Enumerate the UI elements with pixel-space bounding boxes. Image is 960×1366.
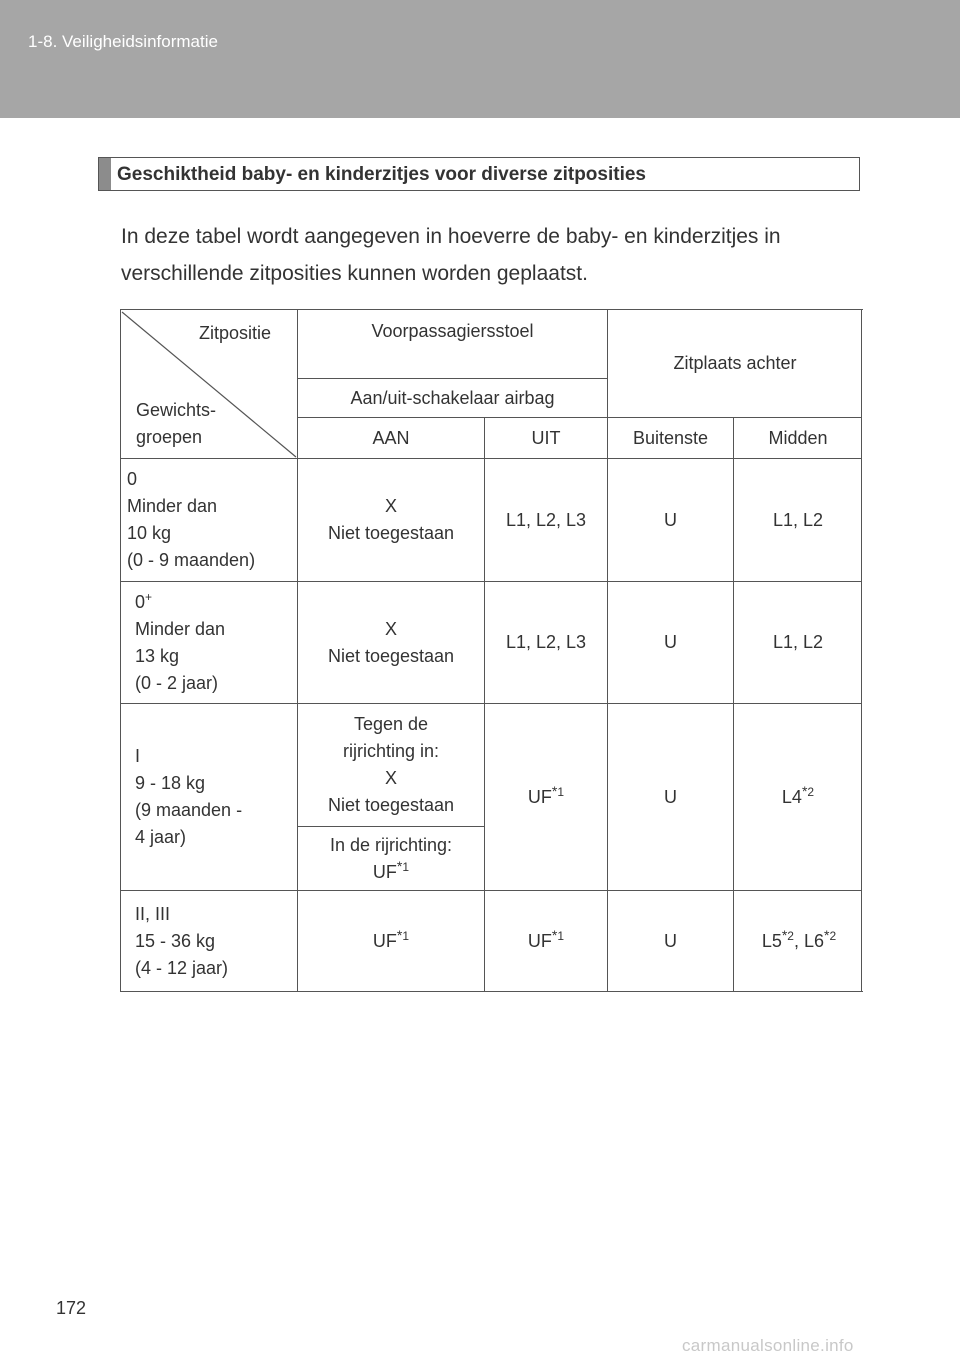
footnote-number: 1	[557, 928, 565, 943]
footnote-mark: *	[781, 926, 788, 943]
section-title: Geschiktheid baby- en kinderzitjes voor diverse zitposities	[117, 164, 646, 185]
footnote-mark: *	[551, 926, 558, 943]
cell-text	[762, 928, 836, 955]
row2-buitenste	[608, 704, 733, 890]
group-line: (9 maanden -	[135, 800, 243, 820]
row0-uit	[485, 459, 607, 581]
watermark: carmanualsonline.info	[682, 1336, 854, 1355]
row2-uit	[485, 704, 607, 890]
intro-paragraph: In deze tabel wordt aangegeven in hoeverre de baby- en kinderzitjes in verschillende zitposities kunnen worden geplaatst.	[121, 225, 781, 285]
cell-line: rijrichting in:	[342, 741, 440, 761]
airbag-switch-header	[298, 379, 607, 417]
group-line: 10 kg	[127, 523, 172, 543]
airbag-switch-text: Aan/uit-schakelaar airbag	[350, 387, 555, 408]
cell-value: L5	[761, 930, 782, 951]
col-header-aan	[298, 418, 484, 458]
cell-text: U	[664, 786, 677, 807]
cell-text: L1, L2	[772, 509, 824, 530]
footnote-mark: *	[396, 926, 403, 943]
cell-value: UF	[527, 930, 552, 951]
page-number: 172	[56, 1298, 87, 1318]
cell-line	[373, 859, 409, 886]
row2-midden	[734, 704, 862, 890]
corner-seat-position-label	[180, 320, 290, 346]
cell-value: UF	[527, 786, 552, 807]
page-header	[0, 0, 960, 118]
footnote-number: 1	[402, 928, 410, 943]
cell-value: L6	[804, 930, 825, 951]
group-line: II, III	[135, 903, 171, 924]
cell-line: In de rijrichting:	[329, 834, 453, 855]
row0-aan	[298, 459, 484, 581]
cell-line: Niet toegestaan	[327, 523, 455, 543]
col-midden-text: Midden	[768, 427, 828, 448]
footnote-mark: *	[396, 857, 403, 874]
child-seat-table	[120, 309, 863, 992]
rear-seat-text: Zitplaats achter	[673, 353, 797, 373]
corner-bottom-text-1: Gewichts-	[136, 400, 217, 420]
cell-value: UF	[372, 861, 397, 882]
footnote-mark: *	[551, 782, 558, 799]
weight-group-0plus	[135, 582, 297, 703]
cell-text: L1, L2, L3	[505, 632, 587, 652]
front-seat-header	[298, 316, 607, 346]
row1-buitenste	[608, 582, 733, 703]
cell-line: Niet toegestaan	[327, 645, 455, 666]
footnote-mark: *	[824, 926, 830, 943]
row3-midden	[734, 891, 864, 991]
cell-text: U	[664, 930, 677, 951]
cell-text	[528, 928, 564, 955]
cell-line: X	[384, 618, 397, 639]
cell-text: L1, L2	[772, 632, 824, 652]
weight-group-II-III	[135, 891, 297, 991]
cell-text	[373, 928, 409, 955]
row1-midden	[734, 582, 862, 703]
group-line: 9 - 18 kg	[135, 773, 206, 793]
col-buitenste-text: Buitenste	[632, 427, 709, 448]
group-line: (4 - 12 jaar)	[135, 957, 229, 978]
footnote-number: 2	[787, 928, 794, 943]
rear-seat-header	[608, 310, 862, 417]
row1-uit	[485, 582, 607, 703]
cell-text	[782, 784, 814, 811]
footnote-number: 1	[402, 859, 410, 874]
corner-top-text: Zitpositie	[198, 322, 272, 343]
row3-buitenste	[608, 891, 733, 991]
cell-line: X	[384, 496, 397, 516]
group-line: (0 - 9 maanden)	[127, 550, 256, 570]
front-seat-text: Voorpassagiersstoel	[371, 320, 534, 341]
corner-bottom-text-2: groepen	[136, 427, 203, 447]
cell-text: U	[664, 509, 677, 530]
footnote-mark: *	[801, 782, 808, 799]
cell-line: Tegen de	[353, 714, 429, 734]
row1-aan	[298, 582, 484, 703]
group-line: 0	[127, 469, 138, 489]
cell-text: L1, L2, L3	[505, 509, 587, 530]
col-uit-text: UIT	[531, 427, 561, 448]
col-header-buitenste	[608, 418, 733, 458]
footnote-number: 2	[807, 784, 815, 799]
group-line: Minder dan	[127, 496, 218, 516]
group-line: 4 jaar)	[135, 827, 187, 847]
group-line: Minder dan	[135, 618, 226, 639]
footnote-number: 2	[829, 928, 837, 943]
col-header-uit	[485, 418, 607, 458]
section-breadcrumb: 1-8. Veiligheidsinformatie	[28, 32, 218, 51]
heading-accent-bar	[99, 158, 111, 190]
row3-aan	[298, 891, 484, 991]
cell-value: L4	[781, 786, 802, 807]
row2-aan-forward-facing	[298, 827, 484, 890]
row2-aan-rear-facing	[298, 704, 484, 826]
group-line: 15 - 36 kg	[135, 930, 216, 951]
section-heading	[98, 157, 860, 191]
group-line: (0 - 2 jaar)	[135, 672, 219, 693]
cell-text	[528, 784, 564, 811]
corner-weight-group-label	[136, 396, 256, 452]
cell-line: X	[384, 768, 397, 788]
row3-uit	[485, 891, 607, 991]
col-aan-text: AAN	[372, 427, 410, 448]
weight-group-0	[127, 459, 297, 581]
col-header-midden	[734, 418, 862, 458]
row0-midden	[734, 459, 862, 581]
cell-text: U	[664, 632, 677, 652]
row0-buitenste	[608, 459, 733, 581]
cell-value: UF	[372, 930, 397, 951]
weight-group-I	[135, 704, 297, 890]
cell-line: Niet toegestaan	[327, 795, 455, 815]
group-sup: +	[145, 589, 153, 604]
group-line: I	[135, 746, 141, 766]
footnote-number: 1	[557, 784, 565, 799]
separator: ,	[793, 930, 804, 951]
group-line: 13 kg	[135, 645, 180, 666]
group-line	[135, 589, 152, 616]
group-base: 0	[135, 591, 146, 612]
